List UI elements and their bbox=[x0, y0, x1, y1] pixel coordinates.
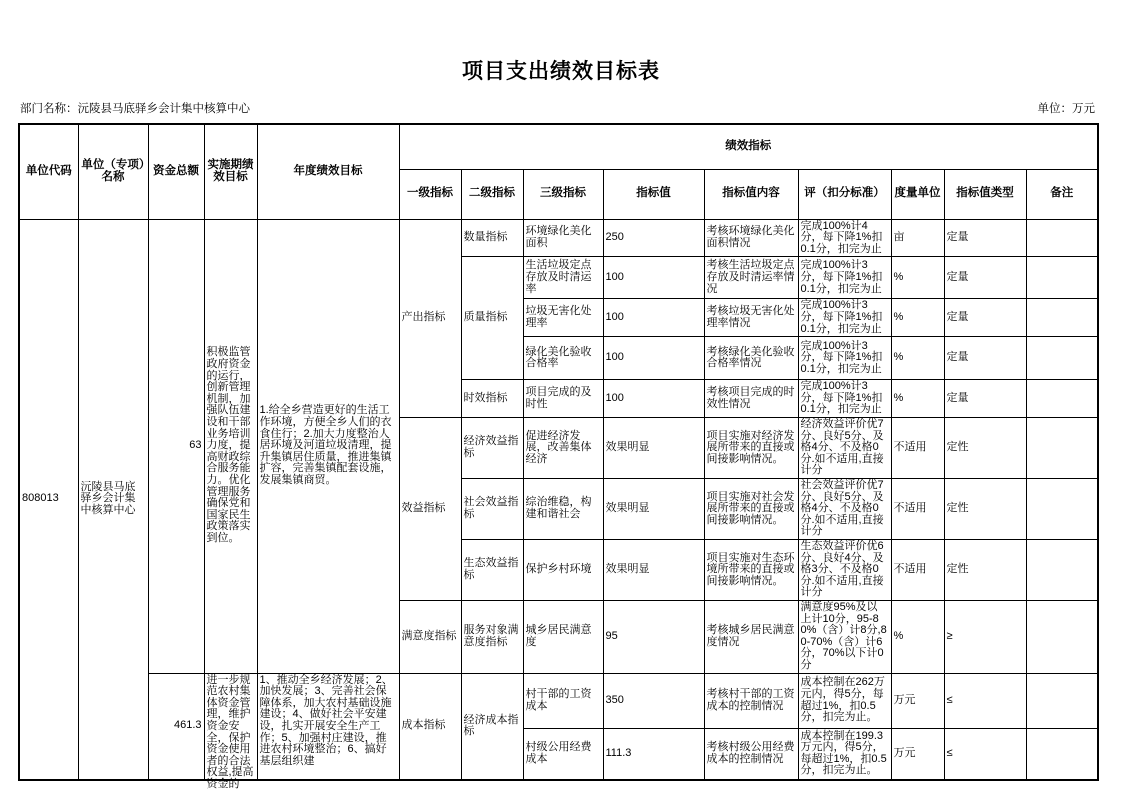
value-type-cell: 定量 bbox=[944, 257, 1026, 299]
measure-unit-cell: 不适用 bbox=[891, 479, 944, 540]
measure-unit-cell: 万元 bbox=[891, 673, 944, 728]
l3-indicator-cell: 保护乡村环境 bbox=[523, 540, 603, 601]
indicator-value-cell: 效果明显 bbox=[603, 540, 704, 601]
value-type-cell: ≤ bbox=[944, 673, 1026, 728]
indicator-content-cell: 考核项目完成的时效性情况 bbox=[704, 380, 798, 418]
scoring-standard-cell: 成本控制在262万元内，得5分，每超过1%，扣0.5分，扣完为止。 bbox=[798, 673, 891, 728]
indicator-content-cell: 考核绿化美化验收合格率情况 bbox=[704, 337, 798, 380]
header-unit-name: 单位（专项）名称 bbox=[78, 124, 148, 219]
header-measure-unit: 度量单位 bbox=[891, 169, 944, 219]
indicator-value-cell: 100 bbox=[603, 299, 704, 337]
table-row bbox=[19, 673, 1098, 728]
header-l2: 二级指标 bbox=[461, 169, 523, 219]
l3-indicator-cell: 垃圾无害化处理率 bbox=[523, 299, 603, 337]
remark-cell bbox=[1026, 418, 1098, 479]
scoring-standard-cell: 成本控制在199.3万元内，得5分，每超过1%，扣0.5分，扣完为止。 bbox=[798, 728, 891, 780]
measure-unit-cell: 不适用 bbox=[891, 540, 944, 601]
scoring-standard-cell: 完成100%计3分，每下降1%扣0.1分，扣完为止 bbox=[798, 337, 891, 380]
annual-goal-cell: 1.给全乡营造更好的生活工作环境，方便全乡人们的衣食住行；2.加大力度整治人居环境及河道垃圾清理，提升集镇居住质量，推进集镇扩容，完善集镇配套设施，发展集镇商贸。 bbox=[257, 219, 399, 673]
l3-indicator-cell: 项目完成的及时性 bbox=[523, 380, 603, 418]
header-perf-indicators: 绩效指标 bbox=[399, 124, 1098, 169]
indicator-value-cell: 111.3 bbox=[603, 728, 704, 780]
indicator-content-cell: 考核村干部的工资成本的控制情况 bbox=[704, 673, 798, 728]
header-annual-goal: 年度绩效目标 bbox=[257, 124, 399, 219]
header-l1: 一级指标 bbox=[399, 169, 461, 219]
scoring-standard-cell: 完成100%计3分，每下降1%扣0.1分，扣完为止 bbox=[798, 257, 891, 299]
l3-indicator-cell: 绿化美化验收合格率 bbox=[523, 337, 603, 380]
value-type-cell: 定量 bbox=[944, 219, 1026, 257]
l1-indicator-cell: 满意度指标 bbox=[399, 600, 461, 673]
indicator-content-cell: 项目实施对生态环境所带来的直接或间接影响情况。 bbox=[704, 540, 798, 601]
unit-name-cell: 沅陵县马底驿乡会计集中核算中心 bbox=[78, 219, 148, 780]
header-value-type: 指标值类型 bbox=[944, 169, 1026, 219]
remark-cell bbox=[1026, 219, 1098, 257]
page-title: 项目支出绩效目标表 bbox=[462, 60, 660, 83]
scoring-standard-cell: 完成100%计3分，每下降1%扣0.1分，扣完为止 bbox=[798, 299, 891, 337]
indicator-value-cell: 95 bbox=[603, 600, 704, 673]
indicator-value-cell: 250 bbox=[603, 219, 704, 257]
measure-unit-cell: 不适用 bbox=[891, 418, 944, 479]
l2-indicator-cell: 时效指标 bbox=[461, 380, 523, 418]
value-type-cell: 定量 bbox=[944, 299, 1026, 337]
remark-cell bbox=[1026, 600, 1098, 673]
measure-unit-cell: % bbox=[891, 380, 944, 418]
remark-cell bbox=[1026, 728, 1098, 780]
header-value: 指标值 bbox=[603, 169, 704, 219]
l3-indicator-cell: 促进经济发展，改善集体经济 bbox=[523, 418, 603, 479]
value-type-cell: 定量 bbox=[944, 380, 1026, 418]
remark-cell bbox=[1026, 337, 1098, 380]
indicator-content-cell: 考核垃圾无害化处理率情况 bbox=[704, 299, 798, 337]
header-impl-goal: 实施期绩效目标 bbox=[204, 124, 257, 219]
l2-indicator-cell: 社会效益指标 bbox=[461, 479, 523, 540]
l2-indicator-cell: 服务对象满意度指标 bbox=[461, 600, 523, 673]
l3-indicator-cell: 城乡居民满意度 bbox=[523, 600, 603, 673]
l2-indicator-cell: 经济成本指标 bbox=[461, 673, 523, 780]
funds-cell: 63 bbox=[148, 219, 204, 673]
table-row bbox=[19, 219, 1098, 257]
indicator-content-cell: 考核环境绿化美化面积情况 bbox=[704, 219, 798, 257]
l2-indicator-cell: 数量指标 bbox=[461, 219, 523, 257]
value-type-cell: 定性 bbox=[944, 418, 1026, 479]
value-type-cell: ≤ bbox=[944, 728, 1026, 780]
department-name: 沅陵县马底驿乡会计集中核算中心 bbox=[77, 103, 250, 115]
value-type-cell: ≥ bbox=[944, 600, 1026, 673]
l1-indicator-cell: 产出指标 bbox=[399, 219, 461, 418]
l3-indicator-cell: 环境绿化美化面积 bbox=[523, 219, 603, 257]
performance-target-table bbox=[18, 123, 1099, 790]
remark-cell bbox=[1026, 380, 1098, 418]
impl-goal-cell: 积极监管政府资金的运行，创新管理机制，加强队伍建设和干部业务培训力度，提高财政综合服务能力。优化管理服务确保党和国家民生政策落实到位。 bbox=[204, 219, 257, 673]
measure-unit-cell: % bbox=[891, 600, 944, 673]
indicator-value-cell: 效果明显 bbox=[603, 479, 704, 540]
impl-goal-cell bbox=[204, 673, 257, 790]
indicator-value-cell: 350 bbox=[603, 673, 704, 728]
l2-indicator-cell: 经济效益指标 bbox=[461, 418, 523, 479]
indicator-content-cell: 考核村级公用经费成本的控制情况 bbox=[704, 728, 798, 780]
remark-cell bbox=[1026, 479, 1098, 540]
funds-cell: 461.3 bbox=[148, 673, 204, 780]
measure-unit-cell: 万元 bbox=[891, 728, 944, 780]
scoring-standard-cell: 完成100%计3分，每下降1%扣0.1分，扣完为止 bbox=[798, 380, 891, 418]
remark-cell bbox=[1026, 540, 1098, 601]
value-type-cell: 定性 bbox=[944, 479, 1026, 540]
indicator-content-cell: 考核城乡居民满意度情况 bbox=[704, 600, 798, 673]
department-label: 部门名称： bbox=[20, 103, 78, 115]
value-type-cell: 定性 bbox=[944, 540, 1026, 601]
l2-indicator-cell: 质量指标 bbox=[461, 257, 523, 380]
measure-unit-cell: 亩 bbox=[891, 219, 944, 257]
unit-code-cell: 808013 bbox=[19, 219, 78, 780]
l1-indicator-cell: 成本指标 bbox=[399, 673, 461, 780]
indicator-content-cell: 考核生活垃圾定点存放及时清运率情况 bbox=[704, 257, 798, 299]
scoring-standard-cell: 生态效益评价优6分、良好4分、及格3分、不及格0分.如不适用,直接计分 bbox=[798, 540, 891, 601]
l3-indicator-cell: 综治维稳，构建和谐社会 bbox=[523, 479, 603, 540]
remark-cell bbox=[1026, 257, 1098, 299]
annual-goal-text: 1、推动全乡经济发展；2、加快发展；3、完善社会保障体系，加大农村基础设施建设；4、做好社会平安建设，扎实开展安全生产工作；5、加强村庄建设，推进农村环境整治；6、搞好基层组织建 bbox=[259, 673, 393, 767]
header-l3: 三级指标 bbox=[523, 169, 603, 219]
scoring-standard-cell: 完成100%计4分，每下降1%扣0.1分，扣完为止 bbox=[798, 219, 891, 257]
measure-unit-cell: % bbox=[891, 337, 944, 380]
l3-indicator-cell: 生活垃圾定点存放及时清运率 bbox=[523, 257, 603, 299]
impl-goal-text: 进一步规范农村集体资金管理，维护资金安全，保护资金使用者的合法权益,提高资金的 bbox=[206, 673, 254, 790]
header-remark: 备注 bbox=[1026, 169, 1098, 219]
department-line bbox=[20, 100, 250, 116]
unit-note: 单位：万元 bbox=[1037, 103, 1095, 115]
header-row-1 bbox=[19, 124, 1098, 169]
remark-cell bbox=[1026, 299, 1098, 337]
scoring-standard-cell: 经济效益评价优7分、良好5分、及格4分、不及格0分.如不适用,直接计分 bbox=[798, 418, 891, 479]
remark-cell bbox=[1026, 673, 1098, 728]
l2-indicator-cell: 生态效益指标 bbox=[461, 540, 523, 601]
measure-unit-cell: % bbox=[891, 299, 944, 337]
indicator-content-cell: 项目实施对社会发展所带来的直接或间接影响情况。 bbox=[704, 479, 798, 540]
scoring-standard-cell: 满意度95%及以上计10分，95-80%（含）计8分,80-70%（含）计6分，70%以下计0分 bbox=[798, 600, 891, 673]
l3-indicator-cell: 村级公用经费成本 bbox=[523, 728, 603, 780]
l3-indicator-cell: 村干部的工资成本 bbox=[523, 673, 603, 728]
indicator-value-cell: 100 bbox=[603, 337, 704, 380]
value-type-cell: 定量 bbox=[944, 337, 1026, 380]
scoring-standard-cell: 社会效益评价优7分、良好5分、及格4分、不及格0分.如不适用,直接计分 bbox=[798, 479, 891, 540]
indicator-value-cell: 100 bbox=[603, 380, 704, 418]
indicator-value-cell: 效果明显 bbox=[603, 418, 704, 479]
indicator-content-cell: 项目实施对经济发展所带来的直接或间接影响情况。 bbox=[704, 418, 798, 479]
header-total-funds: 资金总额 bbox=[148, 124, 204, 219]
header-scoring: 评（扣分标准） bbox=[798, 169, 891, 219]
header-content: 指标值内容 bbox=[704, 169, 798, 219]
l1-indicator-cell: 效益指标 bbox=[399, 418, 461, 601]
indicator-value-cell: 100 bbox=[603, 257, 704, 299]
measure-unit-cell: % bbox=[891, 257, 944, 299]
annual-goal-cell bbox=[257, 673, 399, 780]
header-unit-code: 单位代码 bbox=[19, 124, 78, 219]
